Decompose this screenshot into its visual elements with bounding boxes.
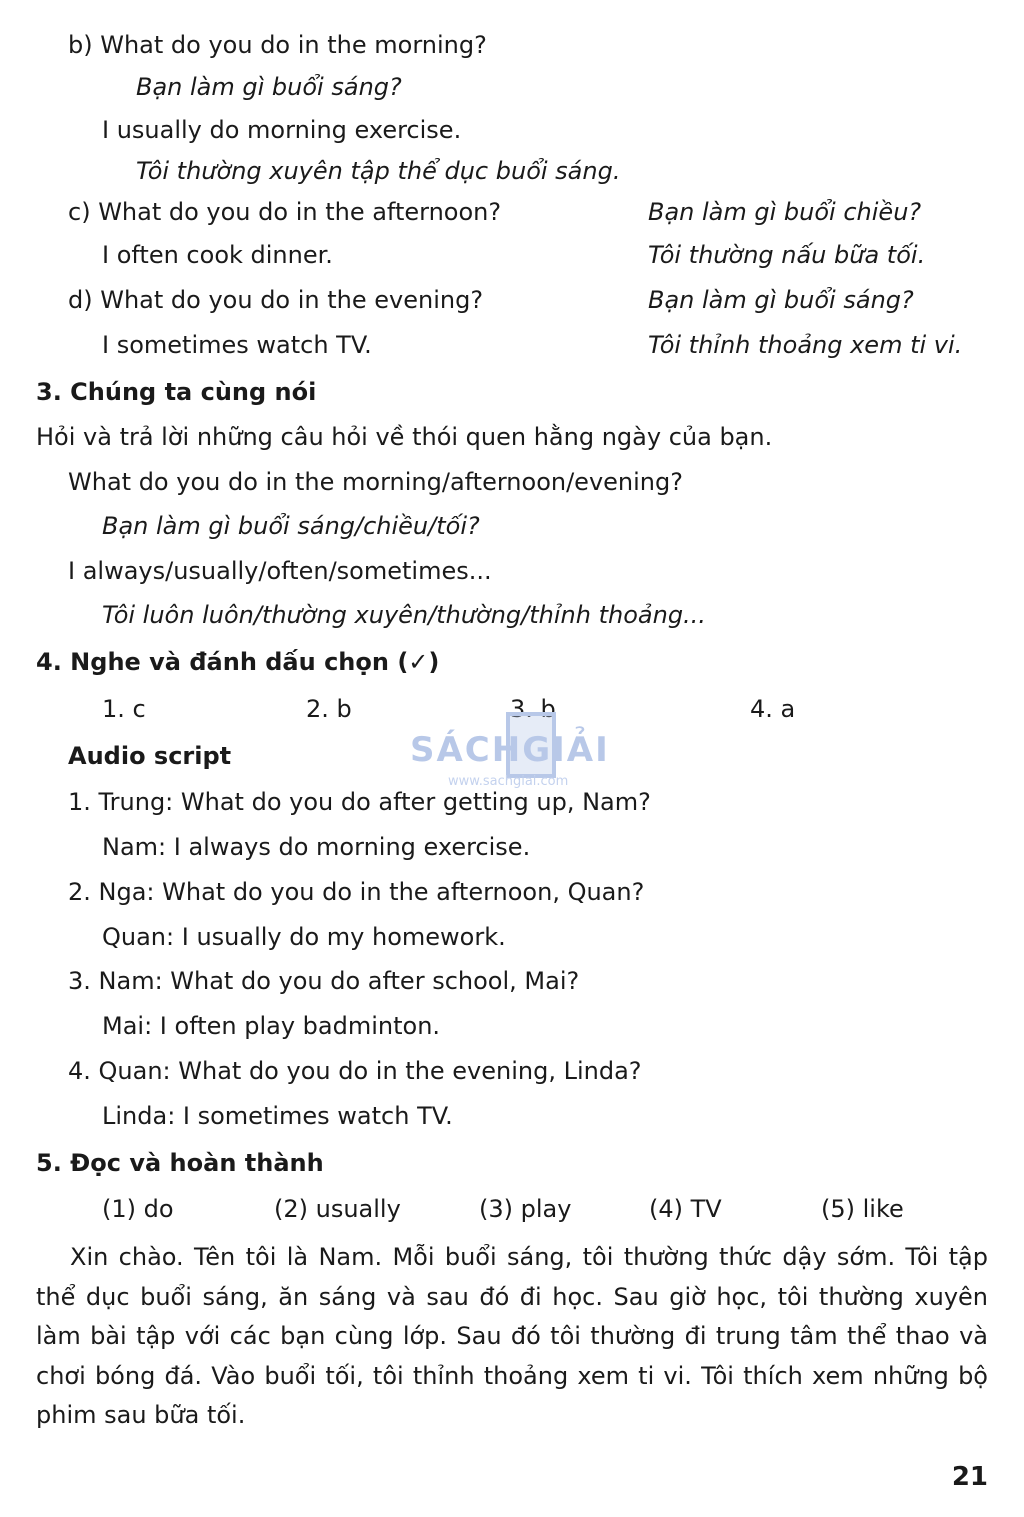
answer-b-translation: Tôi thường xuyên tập thể dục buổi sáng.: [136, 157, 621, 185]
section-4-heading: 4. Nghe và đánh dấu chọn (✓): [36, 648, 440, 676]
section-3-question: What do you do in the morning/afternoon/evening?: [68, 468, 683, 496]
script-line: 2. Nga: What do you do in the afternoon, Quan?: [68, 878, 645, 906]
answer-item: (2) usually: [274, 1195, 401, 1223]
section-3-answer: I always/usually/often/sometimes...: [68, 557, 492, 585]
question-b-translation: Bạn làm gì buổi sáng?: [136, 73, 402, 101]
script-line: Nam: I always do morning exercise.: [102, 833, 531, 861]
answer-item: (4) TV: [649, 1195, 722, 1223]
section-5-heading: 5. Đọc và hoàn thành: [36, 1149, 324, 1177]
answer-item: 3. b: [510, 695, 556, 723]
answer-item: (5) like: [821, 1195, 904, 1223]
question-b: b) What do you do in the morning?: [68, 31, 487, 59]
section-3-heading: 3. Chúng ta cùng nói: [36, 378, 317, 406]
script-line: Linda: I sometimes watch TV.: [102, 1102, 453, 1130]
watermark-text: SÁCHGIẢI: [410, 730, 610, 770]
answer-item: (1) do: [102, 1195, 174, 1223]
section-3-answer-translation: Tôi luôn luôn/thường xuyên/thường/thỉnh thoảng...: [102, 601, 706, 629]
script-line: Quan: I usually do my homework.: [102, 923, 506, 951]
answer-d: I sometimes watch TV.: [102, 331, 372, 359]
answer-c: I often cook dinner.: [102, 241, 333, 269]
section-3-instruction: Hỏi và trả lời những câu hỏi về thói quen hằng ngày của bạn.: [36, 423, 773, 451]
reading-paragraph: Xin chào. Tên tôi là Nam. Mỗi buổi sáng, tôi thường thức dậy sớm. Tôi tập thể dục buổi sáng, ăn sáng và sau đó đi học. Sau giờ học, tôi thường xuyên làm bài tập với các bạn cùng lớp. Sau đó tôi thường đi trung tâm thể thao và chơi bóng đá. Vào buổi tối, tôi thỉnh thoảng xem ti vi. Tôi thích xem những bộ phim sau bữa tối.: [36, 1243, 988, 1429]
script-line: Mai: I often play badminton.: [102, 1012, 441, 1040]
section-3-question-translation: Bạn làm gì buổi sáng/chiều/tối?: [102, 512, 480, 540]
script-line: 4. Quan: What do you do in the evening, Linda?: [68, 1057, 642, 1085]
answer-b: I usually do morning exercise.: [102, 116, 462, 144]
watermark-url: www.sachgiai.com: [448, 774, 569, 789]
question-c-translation: Bạn làm gì buổi chiều?: [648, 198, 922, 226]
question-c: c) What do you do in the afternoon?: [68, 198, 502, 226]
answer-item: 4. a: [750, 695, 796, 723]
script-line: 3. Nam: What do you do after school, Mai?: [68, 967, 580, 995]
question-d-translation: Bạn làm gì buổi sáng?: [648, 286, 914, 314]
answer-item: 2. b: [306, 695, 352, 723]
reading-passage: [36, 1238, 988, 1436]
script-line: 1. Trung: What do you do after getting up, Nam?: [68, 788, 651, 816]
question-d: d) What do you do in the evening?: [68, 286, 484, 314]
audio-script-title: Audio script: [68, 742, 232, 770]
answer-item: (3) play: [479, 1195, 572, 1223]
answer-c-translation: Tôi thường nấu bữa tối.: [648, 241, 926, 269]
page-number: 21: [951, 1462, 988, 1492]
watermark-logo: [410, 712, 630, 792]
answer-item: 1. c: [102, 695, 146, 723]
answer-d-translation: Tôi thỉnh thoảng xem ti vi.: [648, 331, 963, 359]
